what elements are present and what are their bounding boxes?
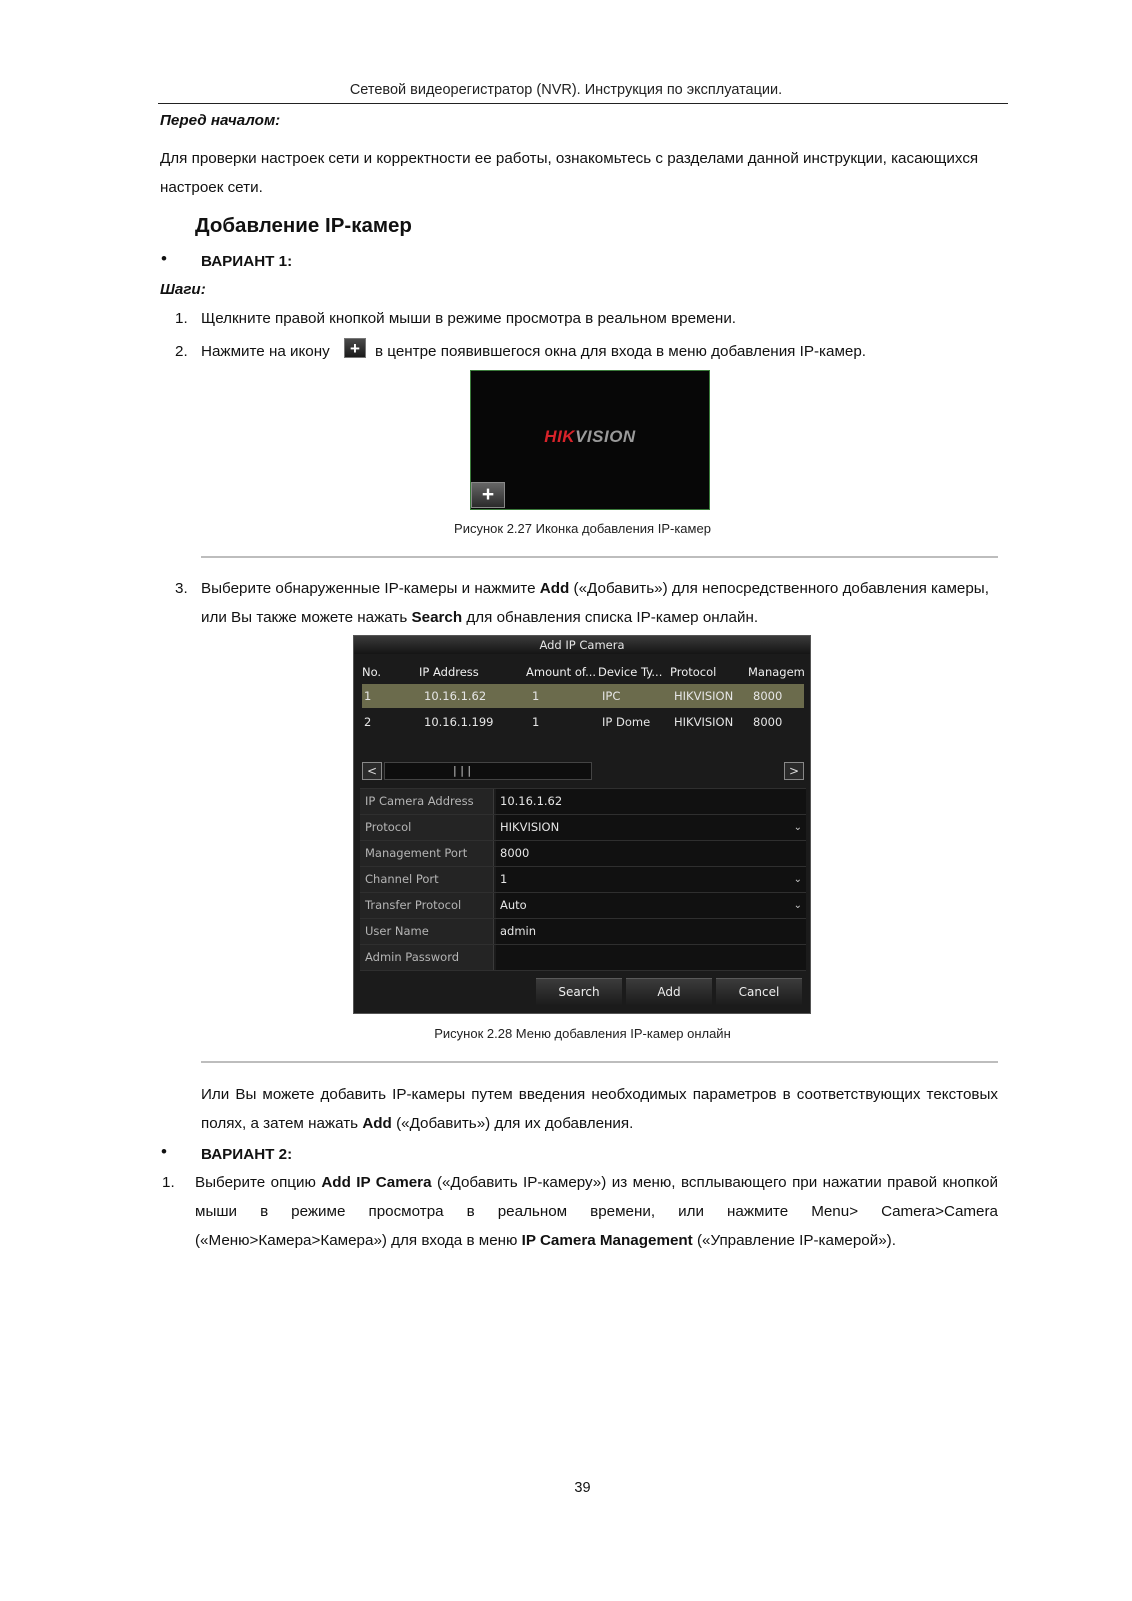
hikvision-logo: HIKVISION xyxy=(544,427,636,446)
cell-amount: 1 xyxy=(532,715,540,729)
channel-port-select[interactable]: 1 ⌄ xyxy=(496,867,806,892)
label-user-name: User Name xyxy=(360,919,494,944)
ip-camera-address-input[interactable]: 10.16.1.62 xyxy=(496,789,806,814)
bullet: • xyxy=(161,1142,167,1161)
column-header-management[interactable]: Managem xyxy=(748,665,805,679)
live-view-figure xyxy=(470,370,710,510)
column-header-no[interactable]: No. xyxy=(362,665,382,679)
variant1-title: ВАРИАНТ 1: xyxy=(201,253,293,270)
form-row-transfer-protocol xyxy=(360,892,806,918)
form-row-ip-address xyxy=(360,788,806,814)
form-row-user-name xyxy=(360,918,806,944)
header-rule xyxy=(158,103,1008,104)
step3-line1: Выберите обнаруженные IP-камеры и нажмите Add («Добавить») для непосредственного добавления камеры, xyxy=(201,580,989,597)
cell-amount: 1 xyxy=(532,689,540,703)
cell-no: 1 xyxy=(364,689,372,703)
alt-text-line2: полях, а затем нажать Add («Добавить») для их добавления. xyxy=(201,1115,634,1132)
bullet: • xyxy=(161,249,167,268)
column-header-device-type[interactable]: Device Ty... xyxy=(598,665,663,679)
add-button[interactable]: Add xyxy=(626,978,712,1005)
chevron-down-icon: ⌄ xyxy=(793,822,802,833)
protocol-select[interactable]: HIKVISION ⌄ xyxy=(496,815,806,840)
add-ip-camera-dialog xyxy=(353,635,811,1014)
label-protocol: Protocol xyxy=(360,815,494,840)
figure-caption: Рисунок 2.28 Меню добавления IP-камер онлайн xyxy=(434,1026,731,1041)
user-name-input[interactable]: admin xyxy=(496,919,806,944)
step-number: 1. xyxy=(175,310,188,327)
section-title: Добавление IP-камер xyxy=(195,214,412,237)
cell-port: 8000 xyxy=(753,689,783,703)
scroll-ticks: | | | xyxy=(453,764,472,777)
management-port-input[interactable]: 8000 xyxy=(496,841,806,866)
column-header-amount[interactable]: Amount of... xyxy=(526,665,597,679)
scroll-left-button[interactable]: < xyxy=(362,762,382,780)
variant2-title: ВАРИАНТ 2: xyxy=(201,1146,293,1163)
label-admin-password: Admin Password xyxy=(360,945,494,970)
add-camera-plus-icon[interactable]: + xyxy=(471,482,505,508)
cell-protocol: HIKVISION xyxy=(674,689,734,703)
column-header-ip-address[interactable]: IP Address xyxy=(419,665,479,679)
admin-password-input[interactable] xyxy=(496,945,806,970)
cell-port: 8000 xyxy=(753,715,783,729)
steps-heading: Шаги: xyxy=(160,281,206,298)
cell-device-type: IPC xyxy=(602,689,621,703)
label-management-port: Management Port xyxy=(360,841,494,866)
dialog-title: Add IP Camera xyxy=(354,636,810,654)
cell-no: 2 xyxy=(364,715,372,729)
cell-device-type: IP Dome xyxy=(602,715,651,729)
label-ip-camera-address: IP Camera Address xyxy=(360,789,494,814)
form-row-admin-password xyxy=(360,944,806,971)
cancel-button[interactable]: Cancel xyxy=(716,978,802,1005)
step-number: 1. xyxy=(162,1174,175,1191)
step-number: 2. xyxy=(175,343,188,360)
cell-ip: 10.16.1.62 xyxy=(424,689,487,703)
transfer-protocol-select[interactable]: Auto ⌄ xyxy=(496,893,806,918)
form-row-management-port xyxy=(360,840,806,866)
table-row[interactable] xyxy=(362,684,804,708)
form-row-channel-port xyxy=(360,866,806,892)
form-row-protocol xyxy=(360,814,806,840)
chevron-down-icon: ⌄ xyxy=(793,900,802,911)
separator xyxy=(201,556,998,558)
page-number: 39 xyxy=(574,1480,591,1496)
before-start-heading: Перед началом: xyxy=(160,112,281,129)
label-channel-port: Channel Port xyxy=(360,867,494,892)
column-header-protocol[interactable]: Protocol xyxy=(670,665,717,679)
before-start-text-1: Для проверки настроек сети и корректности ее работы, ознакомьтесь с разделами данной инструкции, касающихся xyxy=(160,150,979,167)
table-row[interactable] xyxy=(362,710,804,734)
step2-text-before: Нажмите на икону xyxy=(201,343,330,360)
step-number: 3. xyxy=(175,580,188,597)
horizontal-scrollbar[interactable] xyxy=(362,762,804,780)
label-transfer-protocol: Transfer Protocol xyxy=(360,893,494,918)
step2-text-after: в центре появившегося окна для входа в меню добавления IP-камер. xyxy=(375,343,867,360)
scroll-track[interactable] xyxy=(384,762,592,780)
variant2-line2: мыши в режиме просмотра в реальном времени, или нажмите Menu> Camera>Camera xyxy=(195,1203,998,1220)
variant2-line3: («Меню>Камера>Камера») для входа в меню IP Camera Management («Управление IP-камерой»). xyxy=(195,1232,896,1249)
chevron-down-icon: ⌄ xyxy=(793,874,802,885)
step3-line2: или Вы также можете нажать Search для обнавления списка IP-камер онлайн. xyxy=(201,609,759,626)
variant2-line1: Выберите опцию Add IP Camera («Добавить IP-камеру») из меню, всплывающего при нажатии правой кнопкой xyxy=(195,1174,998,1191)
cell-ip: 10.16.1.199 xyxy=(424,715,494,729)
scroll-right-button[interactable]: > xyxy=(784,762,804,780)
alt-text-line1: Или Вы можете добавить IP-камеры путем введения необходимых параметров в соответствующих текстовых xyxy=(201,1086,998,1103)
step1-text: Щелкните правой кнопкой мыши в режиме просмотра в реальном времени. xyxy=(201,310,737,327)
cell-protocol: HIKVISION xyxy=(674,715,734,729)
before-start-text-2: настроек сети. xyxy=(160,179,263,196)
figure-caption: Рисунок 2.27 Иконка добавления IP-камер xyxy=(454,521,711,536)
search-button[interactable]: Search xyxy=(536,978,622,1005)
separator xyxy=(201,1061,998,1063)
add-camera-plus-icon: + xyxy=(344,338,366,358)
document-header: Сетевой видеорегистратор (NVR). Инструкция по эксплуатации. xyxy=(349,82,783,98)
